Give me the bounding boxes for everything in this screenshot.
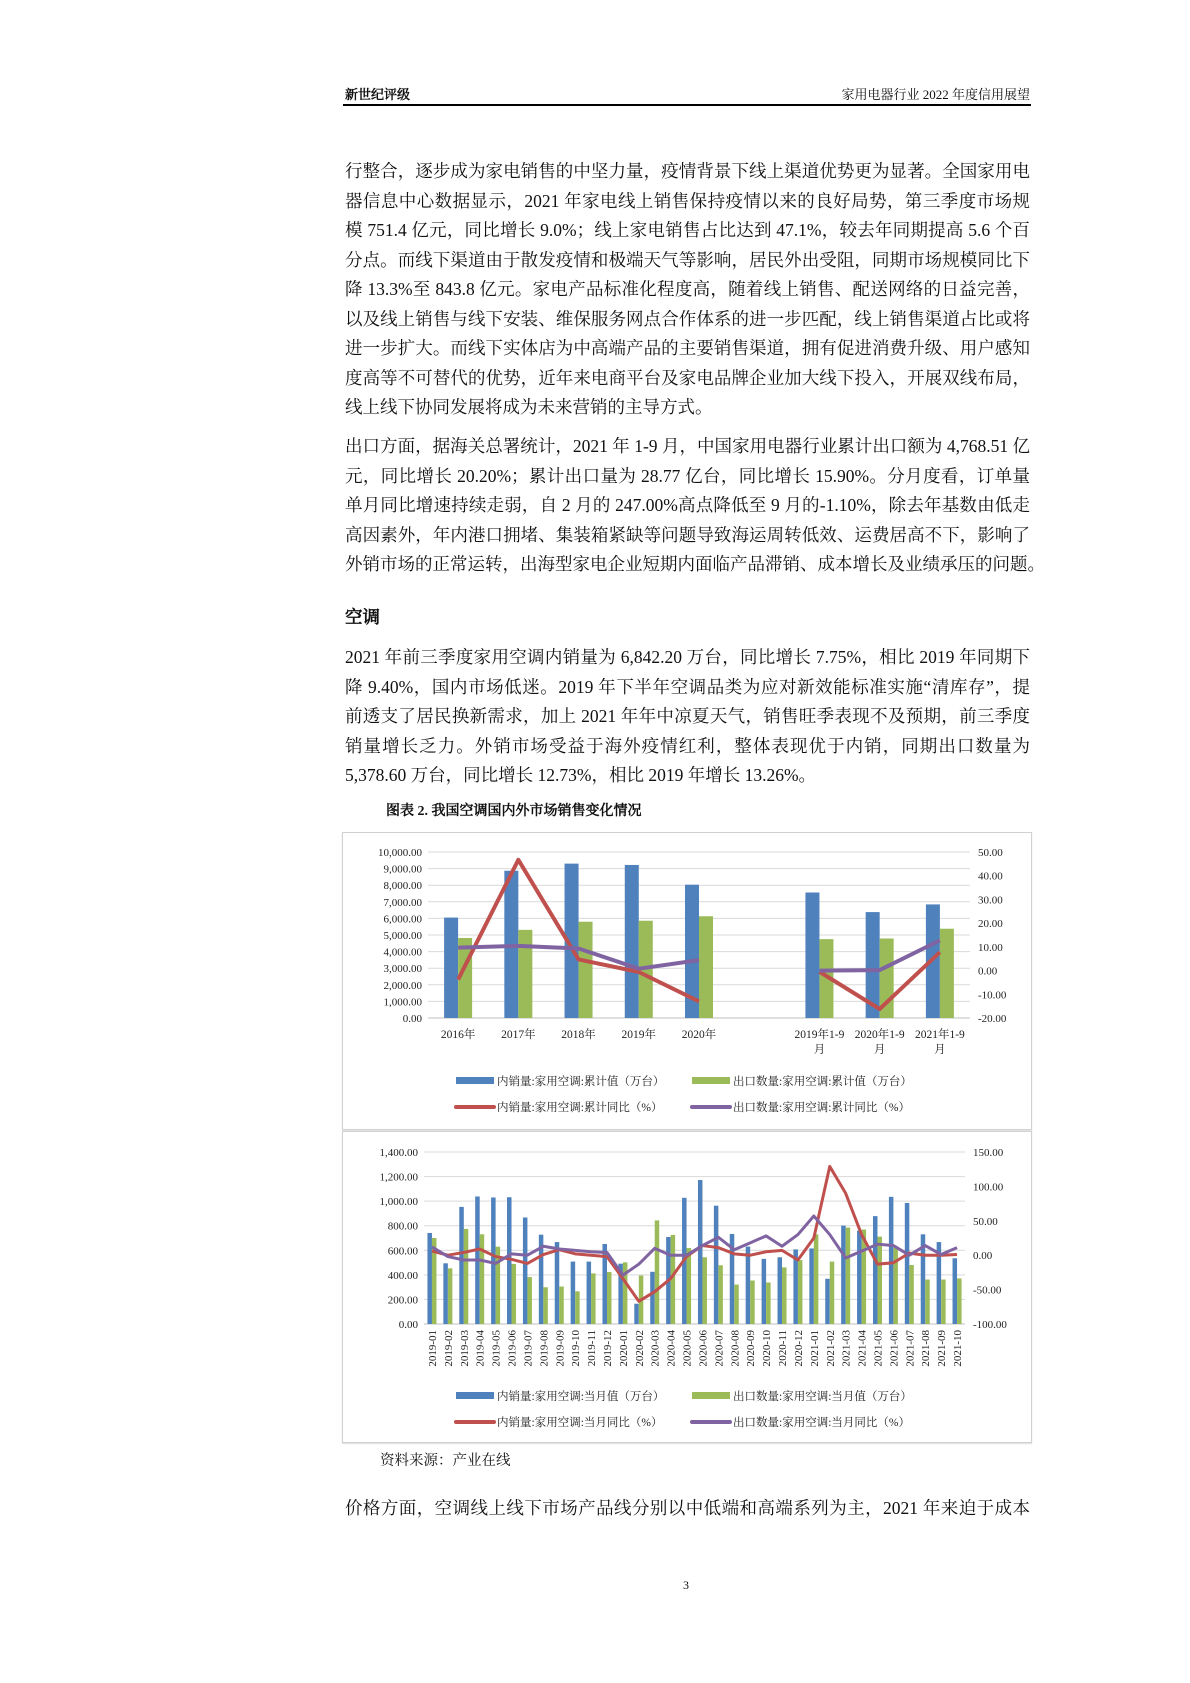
bar-export bbox=[575, 1291, 580, 1324]
text-line: 分点。而线下渠道由于散发疫情和极端天气等影响，居民外出受阻，同期市场规模同比下 bbox=[345, 249, 1030, 270]
x-tick-label: 2020-11 bbox=[777, 1330, 790, 1367]
bar-domestic bbox=[825, 1279, 830, 1324]
y-tick-label: 7,000.00 bbox=[383, 896, 422, 909]
bar-export bbox=[830, 1262, 835, 1324]
legend-swatch bbox=[456, 1077, 494, 1084]
x-tick-label: 2019-02 bbox=[442, 1330, 455, 1367]
legend-label: 内销量:家用空调:累计值（万台） bbox=[497, 1076, 665, 1088]
y-tick-label: 1,000.00 bbox=[379, 1196, 418, 1209]
y-tick-label: 2,000.00 bbox=[383, 979, 422, 992]
x-tick-label: 2019-01 bbox=[426, 1330, 439, 1367]
header-org: 新世纪评级 bbox=[345, 87, 411, 102]
y-tick-label: 1,400.00 bbox=[379, 1147, 418, 1159]
y2-tick-label: -100.00 bbox=[973, 1319, 1007, 1331]
page-header bbox=[345, 84, 1030, 104]
y2-tick-label: -50.00 bbox=[973, 1284, 1002, 1297]
x-tick-label: 2020-12 bbox=[792, 1330, 805, 1367]
y2-tick-label: 150.00 bbox=[973, 1147, 1004, 1159]
text-line: 模 751.4 亿元，同比增长 9.0%；线上家电销售占比达到 47.1%，较去年同期提高 5.6 个百 bbox=[345, 220, 1030, 240]
bar-export bbox=[957, 1278, 962, 1324]
bar-domestic bbox=[491, 1197, 496, 1324]
y-tick-label: 10,000.00 bbox=[378, 847, 422, 859]
y2-tick-label: 40.00 bbox=[978, 870, 1003, 883]
y2-tick-label: 30.00 bbox=[978, 894, 1003, 907]
text-line: 行整合，逐步成为家电销售的中坚力量，疫情背景下线上渠道优势更为显著。全国家用电 bbox=[345, 161, 1030, 181]
x-tick-label: 2020-01 bbox=[617, 1330, 630, 1367]
x-tick-label: 2021-05 bbox=[872, 1330, 885, 1367]
legend-label: 内销量:家用空调:累计同比（%） bbox=[497, 1102, 663, 1114]
x-tick-label: 2021年1-9 月 bbox=[914, 1029, 965, 1056]
bar-domestic bbox=[889, 1197, 894, 1324]
bar-domestic bbox=[571, 1262, 576, 1324]
bar-export bbox=[607, 1272, 612, 1324]
y-tick-label: 6,000.00 bbox=[383, 913, 422, 926]
y-tick-label: 3,000.00 bbox=[383, 963, 422, 976]
y2-tick-label: -20.00 bbox=[978, 1013, 1007, 1025]
bar-export bbox=[543, 1287, 548, 1324]
text-line: 度高等不可替代的优势，近年来电商平台及家电品牌企业加大线下投入，开展双线布局， bbox=[345, 367, 1030, 388]
x-tick-label: 2020-08 bbox=[729, 1330, 742, 1367]
header-rule bbox=[343, 104, 1031, 106]
x-tick-label: 2019-07 bbox=[522, 1330, 535, 1367]
figure-caption: 图表 2. 我国空调国内外市场销售变化情况 bbox=[386, 804, 642, 819]
header-title: 家用电器行业 2022 年度信用展望 bbox=[841, 87, 1030, 102]
legend-label: 出口数量:家用空调:累计值（万台） bbox=[733, 1076, 912, 1088]
bar-export bbox=[846, 1228, 851, 1324]
text-line: 降 13.3%至 843.8 亿元。家电产品标准化程度高，随着线上销售、配送网络的日益完善， bbox=[345, 279, 1030, 299]
x-tick-label: 2018年 bbox=[561, 1029, 596, 1041]
bar-export bbox=[579, 922, 593, 1018]
chart-monthly bbox=[342, 1131, 1032, 1443]
x-tick-label: 2021-03 bbox=[840, 1330, 853, 1367]
text-line: 降 9.40%，国内市场低迷。2019 年下半年空调品类为应对新效能标准实施“清库存”，提 bbox=[345, 676, 1030, 697]
bar-domestic bbox=[905, 1203, 910, 1324]
bar-domestic bbox=[634, 1304, 639, 1324]
text-line: 元，同比增长 20.20%；累计出口量为 28.77 亿台，同比增长 15.90%。分月度看，订单量 bbox=[345, 465, 1030, 486]
text-line: 5,378.60 万台，同比增长 12.73%，相比 2019 年增长 13.26%。 bbox=[345, 765, 817, 785]
x-tick-label: 2020-05 bbox=[681, 1330, 694, 1367]
y2-tick-label: -10.00 bbox=[978, 989, 1007, 1002]
bar-export bbox=[877, 1237, 882, 1324]
chart-monthly-svg bbox=[343, 1132, 1031, 1442]
bar-domestic bbox=[459, 1207, 464, 1324]
bar-export bbox=[591, 1273, 596, 1324]
chart-cumulative bbox=[342, 832, 1032, 1130]
text-line: 销量增长乏力。外销市场受益于海外疫情红利，整体表现优于内销，同期出口数量为 bbox=[345, 735, 1030, 756]
bar-domestic bbox=[953, 1258, 958, 1324]
bar-export bbox=[766, 1282, 771, 1324]
x-tick-label: 2019-11 bbox=[586, 1330, 599, 1367]
x-tick-label: 2019-05 bbox=[490, 1330, 503, 1367]
x-tick-label: 2021-06 bbox=[888, 1330, 901, 1367]
x-tick-label: 2020-02 bbox=[633, 1330, 646, 1367]
x-tick-label: 2020-10 bbox=[761, 1330, 774, 1367]
y-tick-label: 0.00 bbox=[398, 1319, 418, 1331]
bar-export bbox=[702, 1257, 707, 1324]
legend-label: 内销量:家用空调:当月同比（%） bbox=[497, 1417, 663, 1429]
x-tick-label: 2020-07 bbox=[713, 1330, 726, 1367]
y-tick-label: 1,200.00 bbox=[379, 1171, 418, 1184]
y-tick-label: 1,000.00 bbox=[383, 996, 422, 1009]
y2-tick-label: 0.00 bbox=[978, 965, 998, 978]
x-tick-label: 2019-09 bbox=[554, 1330, 567, 1367]
bar-export bbox=[718, 1265, 723, 1324]
bar-export bbox=[559, 1287, 564, 1324]
x-tick-label: 2020-04 bbox=[665, 1330, 678, 1367]
text-line: 线上线下协同发展将成为未来营销的主导方式。 bbox=[345, 397, 713, 417]
x-tick-label: 2019-04 bbox=[474, 1330, 487, 1367]
x-tick-label: 2019-03 bbox=[458, 1330, 471, 1367]
text-line: 出口方面，据海关总署统计，2021 年 1-9 月，中国家用电器行业累计出口额为 4,768.51 亿 bbox=[345, 436, 1030, 456]
page-number: 3 bbox=[683, 1578, 689, 1592]
x-tick-label: 2020年1-9 月 bbox=[854, 1029, 905, 1056]
bar-domestic bbox=[714, 1206, 719, 1324]
text-line: 前透支了居民换新需求，加上 2021 年年中凉夏天气，销售旺季表现不及预期，前三季度 bbox=[345, 706, 1030, 726]
y-tick-label: 9,000.00 bbox=[383, 863, 422, 876]
x-tick-label: 2021-09 bbox=[936, 1330, 949, 1367]
y-tick-label: 4,000.00 bbox=[383, 946, 422, 959]
bar-domestic bbox=[809, 1248, 814, 1324]
bar-export bbox=[512, 1264, 517, 1324]
x-tick-label: 2019年 bbox=[621, 1029, 657, 1041]
section-heading: 空调 bbox=[345, 607, 380, 627]
y2-tick-label: 0.00 bbox=[973, 1250, 993, 1263]
bar-export bbox=[814, 1234, 819, 1324]
x-tick-label: 2020-06 bbox=[697, 1330, 710, 1367]
bar-export bbox=[699, 916, 713, 1018]
x-tick-label: 2019-12 bbox=[601, 1330, 614, 1367]
x-tick-label: 2016年 bbox=[440, 1029, 476, 1041]
paragraph-air-conditioner bbox=[345, 643, 1030, 791]
legend-label: 出口数量:家用空调:累计同比（%） bbox=[733, 1102, 910, 1114]
y-tick-label: 200.00 bbox=[387, 1294, 418, 1307]
bar-export bbox=[464, 1229, 469, 1324]
bar-export bbox=[940, 929, 954, 1018]
x-tick-label: 2020-03 bbox=[649, 1330, 662, 1367]
bar-export bbox=[655, 1220, 660, 1324]
bar-domestic bbox=[555, 1242, 560, 1324]
text-line: 外销市场的正常运转，出海型家电企业短期内面临产品滞销、成本增长及业绩承压的问题。 bbox=[345, 554, 1045, 574]
bar-domestic bbox=[857, 1231, 862, 1324]
bar-export bbox=[909, 1265, 914, 1324]
legend-swatch bbox=[692, 1077, 730, 1084]
bar-domestic bbox=[650, 1272, 655, 1324]
legend-label: 内销量:家用空调:当月值（万台） bbox=[497, 1391, 665, 1403]
y2-tick-label: 100.00 bbox=[973, 1181, 1004, 1194]
bar-domestic bbox=[873, 1216, 878, 1324]
paragraph-online-offline bbox=[345, 157, 1030, 423]
y-tick-label: 400.00 bbox=[387, 1269, 418, 1282]
bar-export bbox=[782, 1267, 787, 1324]
bar-export bbox=[527, 1277, 532, 1324]
x-tick-label: 2021-02 bbox=[824, 1330, 837, 1367]
bar-domestic bbox=[427, 1233, 432, 1324]
legend-label: 出口数量:家用空调:当月同比（%） bbox=[733, 1417, 910, 1429]
text-line: 2021 年前三季度家用空调内销量为 6,842.20 万台，同比增长 7.75%，相比 2019 年同期下 bbox=[345, 647, 1030, 667]
x-tick-label: 2021-04 bbox=[856, 1330, 869, 1367]
bar-export bbox=[925, 1280, 930, 1324]
bar-export bbox=[798, 1260, 803, 1324]
x-tick-label: 2021-01 bbox=[808, 1330, 821, 1367]
x-tick-label: 2021-10 bbox=[952, 1330, 965, 1367]
paragraph-export bbox=[345, 432, 1045, 580]
y2-tick-label: 10.00 bbox=[978, 941, 1003, 954]
text-line: 器信息中心数据显示，2021 年家电线上销售保持疫情以来的良好局势，第三季度市场规 bbox=[345, 190, 1030, 211]
x-tick-label: 2019-08 bbox=[538, 1330, 551, 1367]
figure-source: 资料来源：产业在线 bbox=[380, 1453, 511, 1469]
text-line: 价格方面，空调线上线下市场产品线分别以中低端和高端系列为主，2021 年来迫于成本 bbox=[345, 1498, 1030, 1518]
bar-domestic bbox=[523, 1217, 528, 1324]
chart-cumulative-svg bbox=[343, 833, 1031, 1129]
y2-tick-label: 20.00 bbox=[978, 918, 1003, 931]
x-tick-label: 2020-09 bbox=[745, 1330, 758, 1367]
x-tick-label: 2019-10 bbox=[570, 1330, 583, 1367]
bar-domestic bbox=[587, 1262, 592, 1324]
legend-swatch bbox=[456, 1392, 494, 1399]
bar-export bbox=[941, 1280, 946, 1324]
y-tick-label: 800.00 bbox=[387, 1220, 418, 1233]
paragraph-price bbox=[345, 1494, 1030, 1524]
x-tick-label: 2017年 bbox=[501, 1029, 536, 1041]
bar-domestic bbox=[841, 1226, 846, 1324]
y-tick-label: 8,000.00 bbox=[383, 880, 422, 893]
bar-domestic bbox=[805, 893, 819, 1018]
legend-label: 出口数量:家用空调:当月值（万台） bbox=[733, 1391, 912, 1403]
bar-domestic bbox=[778, 1257, 783, 1324]
legend-swatch bbox=[692, 1392, 730, 1399]
x-tick-label: 2021-08 bbox=[920, 1330, 933, 1367]
y-tick-label: 0.00 bbox=[402, 1013, 422, 1025]
text-line: 高因素外，年内港口拥堵、集装箱紧缺等问题导致海运周转低效、运费居高不下，影响了 bbox=[345, 524, 1030, 545]
bar-export bbox=[518, 930, 532, 1018]
y2-tick-label: 50.00 bbox=[978, 847, 1003, 859]
bar-export bbox=[687, 1248, 692, 1324]
bar-export bbox=[448, 1268, 453, 1324]
bar-domestic bbox=[698, 1180, 703, 1324]
y2-tick-label: 50.00 bbox=[973, 1215, 998, 1228]
y-tick-label: 600.00 bbox=[387, 1245, 418, 1258]
text-line: 单月同比增速持续走弱，自 2 月的 247.00%高点降低至 9 月的-1.10%，除去年基数由低走 bbox=[345, 495, 1030, 515]
bar-domestic bbox=[443, 1263, 448, 1324]
bar-export bbox=[734, 1285, 739, 1324]
bar-domestic bbox=[444, 918, 458, 1018]
bar-export bbox=[750, 1281, 755, 1324]
bar-domestic bbox=[625, 865, 639, 1018]
x-tick-label: 2020年 bbox=[681, 1029, 717, 1041]
x-tick-label: 2019-06 bbox=[506, 1330, 519, 1367]
text-line: 进一步扩大。而线下实体店为中高端产品的主要销售渠道，拥有促进消费升级、用户感知 bbox=[345, 338, 1030, 358]
bar-domestic bbox=[746, 1247, 751, 1324]
x-tick-label: 2019年1-9 月 bbox=[794, 1029, 845, 1056]
y-tick-label: 5,000.00 bbox=[383, 930, 422, 942]
x-tick-label: 2021-07 bbox=[904, 1330, 917, 1367]
text-line: 以及线上销售与线下安装、维保服务网点合作体系的进一步匹配，线上销售渠道占比或将 bbox=[345, 308, 1030, 329]
bar-domestic bbox=[762, 1259, 767, 1324]
